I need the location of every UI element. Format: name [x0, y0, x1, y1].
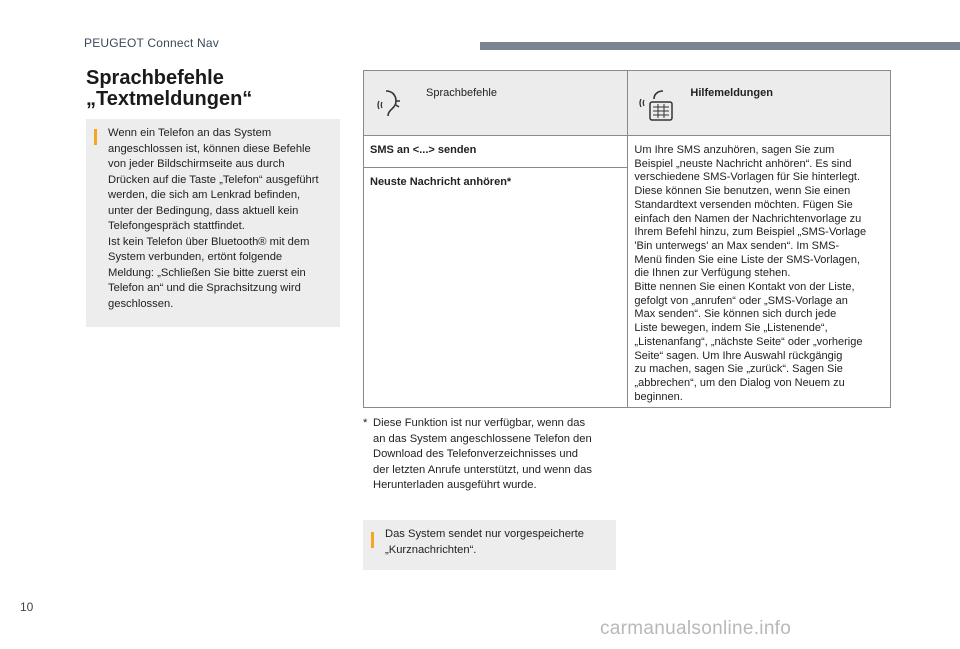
command-sms-send: SMS an <...> senden	[364, 136, 628, 168]
info-accent-bar	[94, 129, 97, 145]
info-accent-bar	[371, 532, 374, 548]
page-number: 10	[20, 600, 34, 614]
header-bar	[480, 42, 960, 50]
info-box-text: Wenn ein Telefon an das System angeschlossen ist, können diese Befehle von jeder Bildschirmseite aus durch Drücken auf die Taste „Telefon“ ausgeführt werden, die sich am Lenkrad befinden, unter der Bedingung, dass aktuell kein Telefongespräch stattfindet. Ist kein Telefon über Bluetooth® mit dem System verbunden, ertönt folgende Meldung: „Schließen Sie bitte zuerst ein Telefon an“ und die Sprachsitzung wird geschlossen.	[108, 127, 319, 310]
help-message-icon	[638, 85, 676, 123]
footnote-marker: *	[363, 417, 368, 429]
table-header-commands-label: Sprachbefehle	[426, 87, 497, 99]
page-title	[86, 68, 252, 110]
help-message-text: Um Ihre SMS anzuhören, sagen Sie zum Beispiel „neuste Nachricht anhören“. Es sind verschiedene SMS-Vorlagen für Sie hinterlegt. Diese können Sie benutzen, wenn Sie einen Standardtext versenden möchten. Fügen Sie einfach den Namen der Nachrichtenvorlage zu Ihrem Befehl hinzu, zum Beispiel „SMS-Vorlage 'Bin unterwegs' an Max senden“. Im SMS- Menü finden Sie eine Liste der SMS-Vorlagen, die Ihnen zur Verfügung stehen. Bitte nennen Sie einen Kontakt von der Liste, gefolgt von „anrufen“ oder „SMS-Vorlage an Max senden“. Sie können sich durch jede Liste bewegen, indem Sie „Listenende“, „Listenanfang“, „nächste Seite“ oder „vorherige Seite“ sagen. Um Ihre Auswahl rückgängig zu machen, sagen Sie „zurück“. Sagen Sie „abbrechen“, um den Dialog von Neuem zu beginnen.	[628, 136, 891, 408]
info-box-telephone	[86, 119, 340, 327]
table-header-commands	[364, 71, 628, 136]
page-title-line-2: „Textmeldungen“	[86, 88, 253, 110]
watermark: carmanualsonline.info	[600, 618, 792, 639]
command-latest-message: Neuste Nachricht anhören*	[364, 167, 628, 408]
table-header-help	[628, 71, 891, 136]
voice-command-icon	[374, 85, 410, 121]
voice-command-table	[363, 70, 891, 408]
table-header-help-label: Hilfemeldungen	[690, 87, 773, 99]
info-box-sms	[363, 520, 616, 570]
footnote	[363, 416, 623, 494]
footnote-text: Diese Funktion ist nur verfügbar, wenn das an das System angeschlossene Telefon den Download des Telefonverzeichnisses und der letzten Anrufe unterstützt, und wenn das Herunterladen ausgeführt wurde.	[373, 417, 592, 491]
header-title: PEUGEOT Connect Nav	[84, 36, 219, 50]
page-title-line-1: Sprachbefehle	[86, 67, 224, 89]
info-box-sms-text: Das System sendet nur vorgespeicherte „Kurznachrichten“.	[385, 528, 584, 556]
